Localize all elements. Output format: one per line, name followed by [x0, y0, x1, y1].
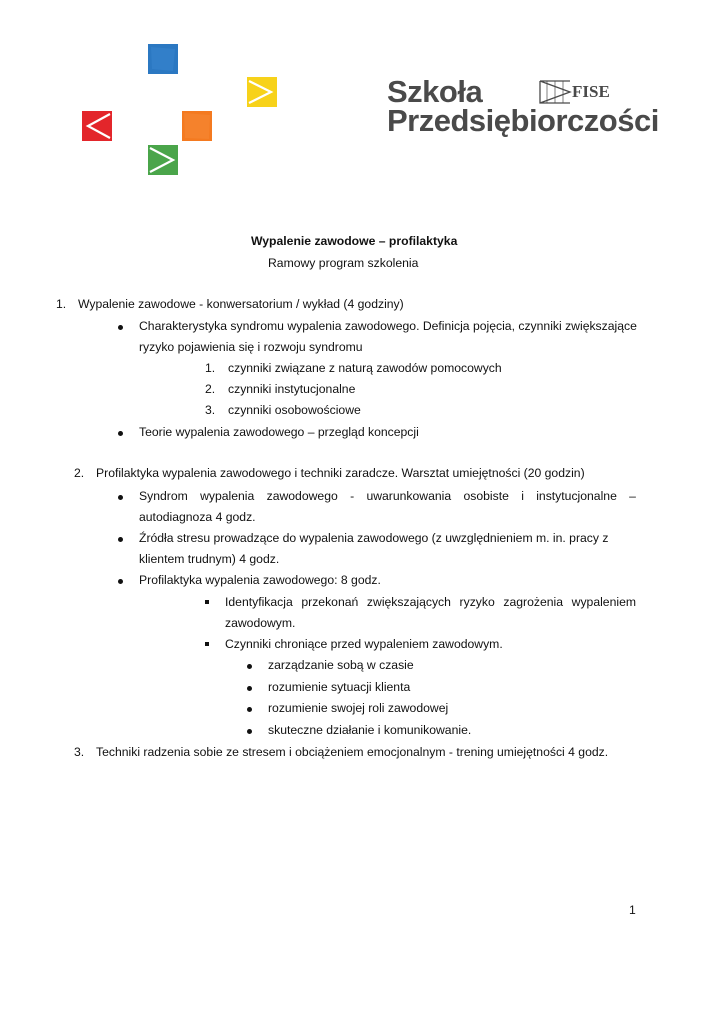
word: Identyfikacja [225, 595, 293, 609]
square-bullet [205, 600, 209, 604]
word: instytucjonalne [536, 489, 617, 503]
page-number: 1 [629, 903, 636, 917]
s2-bullet2-line1: Źródła stresu prowadzące do wypalenia zawodowego (z uwzględnieniem m. in. pracy z [139, 531, 609, 545]
bullet-dot [118, 537, 123, 542]
s1-bullet1-line1: Charakterystyka syndromu wypalenia zawodowego. Definicja pojęcia, czynniki zwiększające [139, 319, 637, 333]
logo-square-green [148, 145, 178, 175]
s2-dot2: rozumienie sytuacji klienta [268, 680, 411, 694]
s2-square1-line1 [225, 595, 636, 609]
s1-bullet2: Teorie wypalenia zawodowego – przegląd koncepcji [139, 425, 419, 439]
word: wypalenia [200, 489, 255, 503]
bullet-dot [247, 664, 252, 669]
logo-square-orange [182, 111, 212, 141]
s2-bullet1-line2: autodiagnoza 4 godz. [139, 510, 256, 524]
s2-square1-line2: zawodowym. [225, 616, 296, 630]
s2-dot3: rozumienie swojej roli zawodowej [268, 701, 449, 715]
document-title: Wypalenie zawodowe – profilaktyka [251, 234, 458, 248]
word: - [350, 489, 355, 503]
word: ryzyko [459, 595, 495, 609]
logo-title-line2: Przedsiębiorczości [387, 103, 659, 138]
s2-dot4: skuteczne działanie i komunikowanie. [268, 723, 472, 737]
word: – [629, 489, 636, 503]
logo-square-blue [148, 44, 178, 74]
word: wypaleniem [571, 595, 636, 609]
logo-title-line1: Szkoła [387, 74, 483, 109]
fise-label: FISE [572, 82, 610, 101]
bullet-dot [118, 431, 123, 436]
word: zwiększających [366, 595, 451, 609]
section-3-number: 3. [74, 745, 85, 759]
bullet-dot [118, 325, 123, 330]
s1-sub3-number: 3. [205, 403, 216, 417]
word: Syndrom [139, 489, 188, 503]
square-bullet [205, 642, 209, 646]
word: i [521, 489, 524, 503]
s2-bullet2-line2: klientem trudnym) 4 godz. [139, 552, 280, 566]
s1-sub1-text: czynniki związane z naturą zawodów pomocowych [228, 361, 502, 375]
logo-square-yellow [247, 77, 277, 107]
word: zawodowego [266, 489, 338, 503]
section-1-number: 1. [56, 297, 67, 311]
s1-sub2-number: 2. [205, 382, 216, 396]
s2-bullet1-line1 [139, 489, 636, 503]
logo-square-red [82, 111, 112, 141]
word: uwarunkowania [366, 489, 452, 503]
s1-sub1-number: 1. [205, 361, 216, 375]
word: zagrożenia [503, 595, 564, 609]
word: przekonań [301, 595, 359, 609]
s2-dot1: zarządzanie sobą w czasie [268, 658, 414, 672]
word: osobiste [463, 489, 509, 503]
bullet-dot [247, 686, 252, 691]
bullet-dot [247, 729, 252, 734]
document-subtitle: Ramowy program szkolenia [268, 256, 419, 270]
section-2-heading: Profilaktyka wypalenia zawodowego i techniki zaradcze. Warsztat umiejętności (20 godzin) [96, 466, 585, 480]
s2-bullet3: Profilaktyka wypalenia zawodowego: 8 godz. [139, 573, 381, 587]
section-1-heading: Wypalenie zawodowe - konwersatorium / wykład (4 godziny) [78, 297, 404, 311]
s2-square2: Czynniki chroniące przed wypaleniem zawodowym. [225, 637, 503, 651]
bullet-dot [118, 579, 123, 584]
s1-bullet1-line2: ryzyko pojawienia się i rozwoju syndromu [139, 340, 363, 354]
section-3-heading: Techniki radzenia sobie ze stresem i obciążeniem emocjonalnym - trening umiejętności 4 godz. [96, 745, 609, 759]
section-2-number: 2. [74, 466, 85, 480]
bullet-dot [247, 707, 252, 712]
bullet-dot [118, 495, 123, 500]
s1-sub3-text: czynniki osobowościowe [228, 403, 361, 417]
s1-sub2-text: czynniki instytucjonalne [228, 382, 356, 396]
